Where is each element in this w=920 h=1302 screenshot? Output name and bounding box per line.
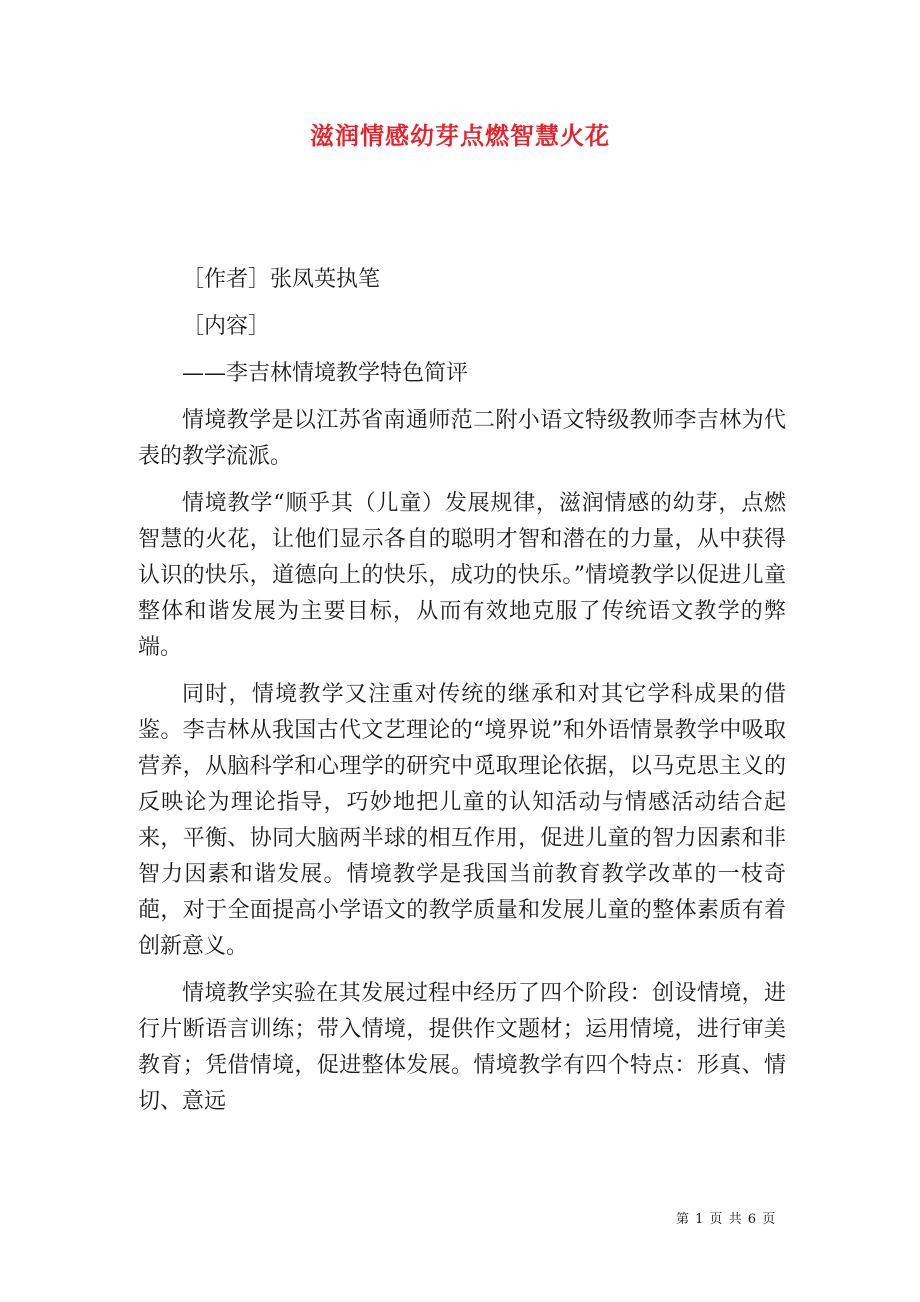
subtitle-line: ——李吉林情境教学特色简评 [182, 361, 469, 386]
content-label: ［内容］ [182, 314, 271, 339]
body-paragraph: 情境教学是以江苏省南通师范二附小语文特级教师李吉林为代表的教学流派。 [138, 408, 786, 469]
document-body [138, 262, 786, 1131]
body-paragraph: 情境教学“顺乎其（儿童）发展规律，滋润情感的幼芽，点燃智慧的火花，让他们显示各自的聪明才智和潜在的力量，从中获得认识的快乐，道德向上的快乐，成功的快乐。”情境教学以促进儿童整体和谐发展为主要目标，从而有效地克服了传统语文教学的弊端。 [138, 491, 786, 660]
body-paragraph: 同时，情境教学又注重对传统的继承和对其它学科成果的借鉴。李吉林从我国古代文艺理论的“境界说”和外语情景教学中吸取营养，从脑科学和心理学的研究中觅取理论依据，以马克思主义的反映论为理论指导，巧妙地把儿童的认知活动与情感活动结合起来，平衡、协同大脑两半球的相互作用，促进儿童的智力因素和非智力因素和谐发展。情境教学是我国当前教育教学改革的一枝奇葩，对于全面提高小学语文的教学质量和发展儿童的整体素质有着创新意义。 [138, 682, 786, 959]
author-line: ［作者］张凤英执笔 [182, 267, 381, 292]
document-title: 滋润情感幼芽点燃智慧火花 [310, 121, 610, 150]
page-number: 第 1 页 共 6 页 [676, 1212, 777, 1227]
body-paragraph: 情境教学实验在其发展过程中经历了四个阶段：创设情境，进行片断语言训练；带入情境，提供作文题材；运用情境，进行审美教育；凭借情境，促进整体发展。情境教学有四个特点：形真、情切、意远 [138, 981, 786, 1114]
